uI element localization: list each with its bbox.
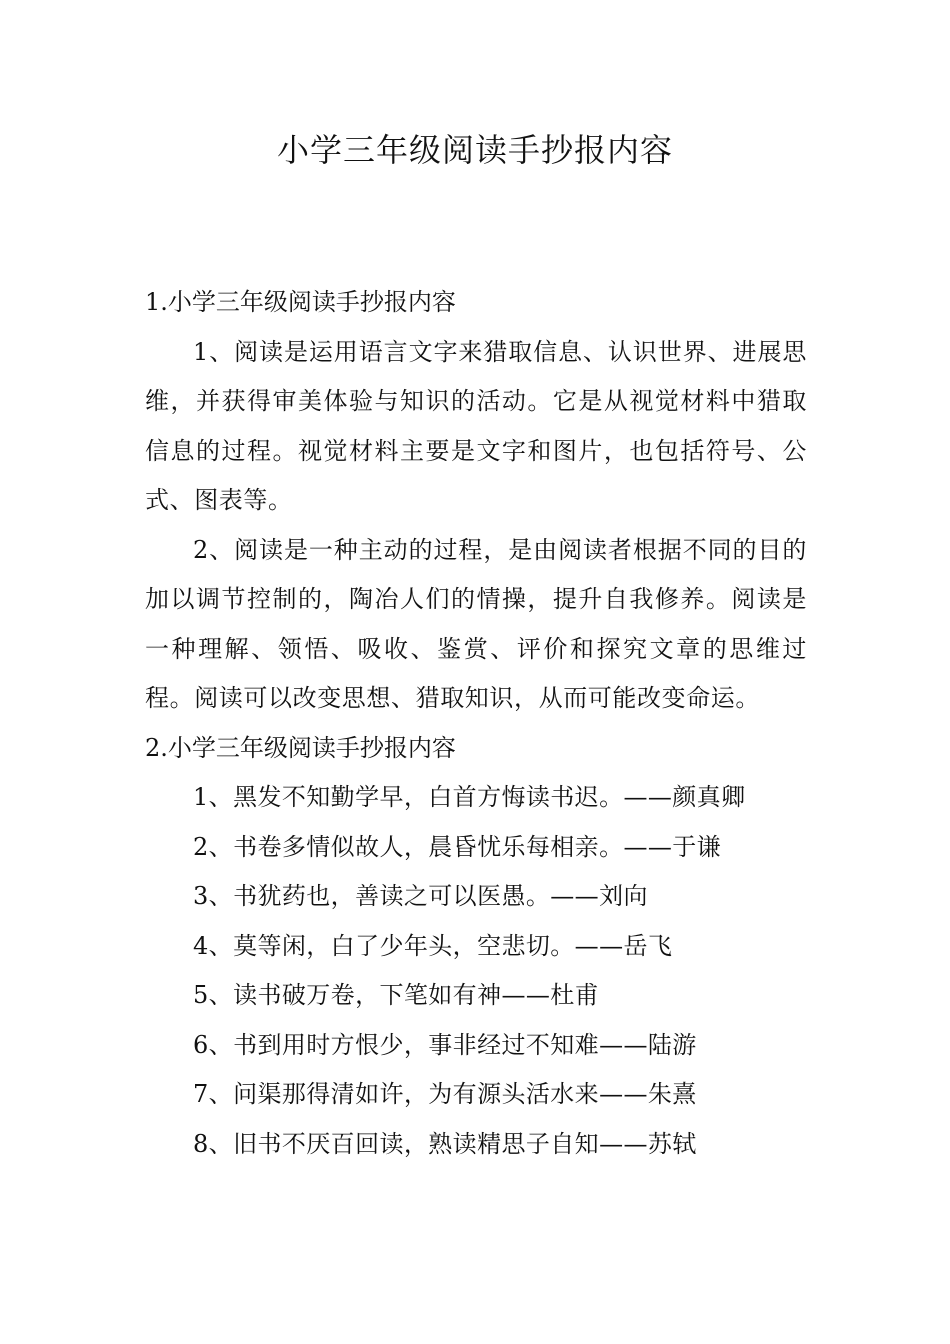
quote-item: 2、书卷多情似故人，晨昏忧乐每相亲。——于谦	[193, 832, 722, 861]
section-heading: 1.小学三年级阅读手抄报内容	[145, 288, 456, 316]
quote-item: 1、黑发不知勤学早，白首方悔读书迟。——颜真卿	[193, 783, 746, 811]
document-title: 小学三年级阅读手抄报内容	[276, 131, 673, 169]
quote-item: 6、书到用时方恨少，事非经过不知难——陆游	[193, 1030, 697, 1059]
quote-item: 3、书犹药也，善读之可以医愚。——刘向	[193, 882, 648, 910]
quote-item: 7、问渠那得清如许，为有源头活水来——朱熹	[193, 1080, 697, 1108]
paragraph: 2、阅读是一种主动的过程，是由阅读者根据不同的目的加以调节控制的，陶冶人们的情操，提升自我修养。阅读是一种理解、领悟、吸收、鉴赏、评价和探究文章的思维过程。阅读可以改变思想、猎取知识，从而可能改变命运。	[145, 535, 807, 712]
quote-list	[145, 773, 807, 1169]
section-heading: 2.小学三年级阅读手抄报内容	[145, 733, 456, 762]
paragraph: 1、阅读是运用语言文字来猎取信息、认识世界、进展思维，并获得审美体验与知识的活动。它是从视觉材料中猎取信息的过程。视觉材料主要是文字和图片，也包括符号、公式、图表等。	[145, 337, 807, 514]
quote-item: 5、读书破万卷，下笔如有神——杜甫	[193, 981, 600, 1009]
document-body	[145, 278, 807, 1169]
quote-item: 4、莫等闲，白了少年头，空悲切。——岳飞	[193, 931, 673, 960]
quote-item: 8、旧书不厌百回读，熟读精思子自知——苏轼	[193, 1129, 697, 1158]
